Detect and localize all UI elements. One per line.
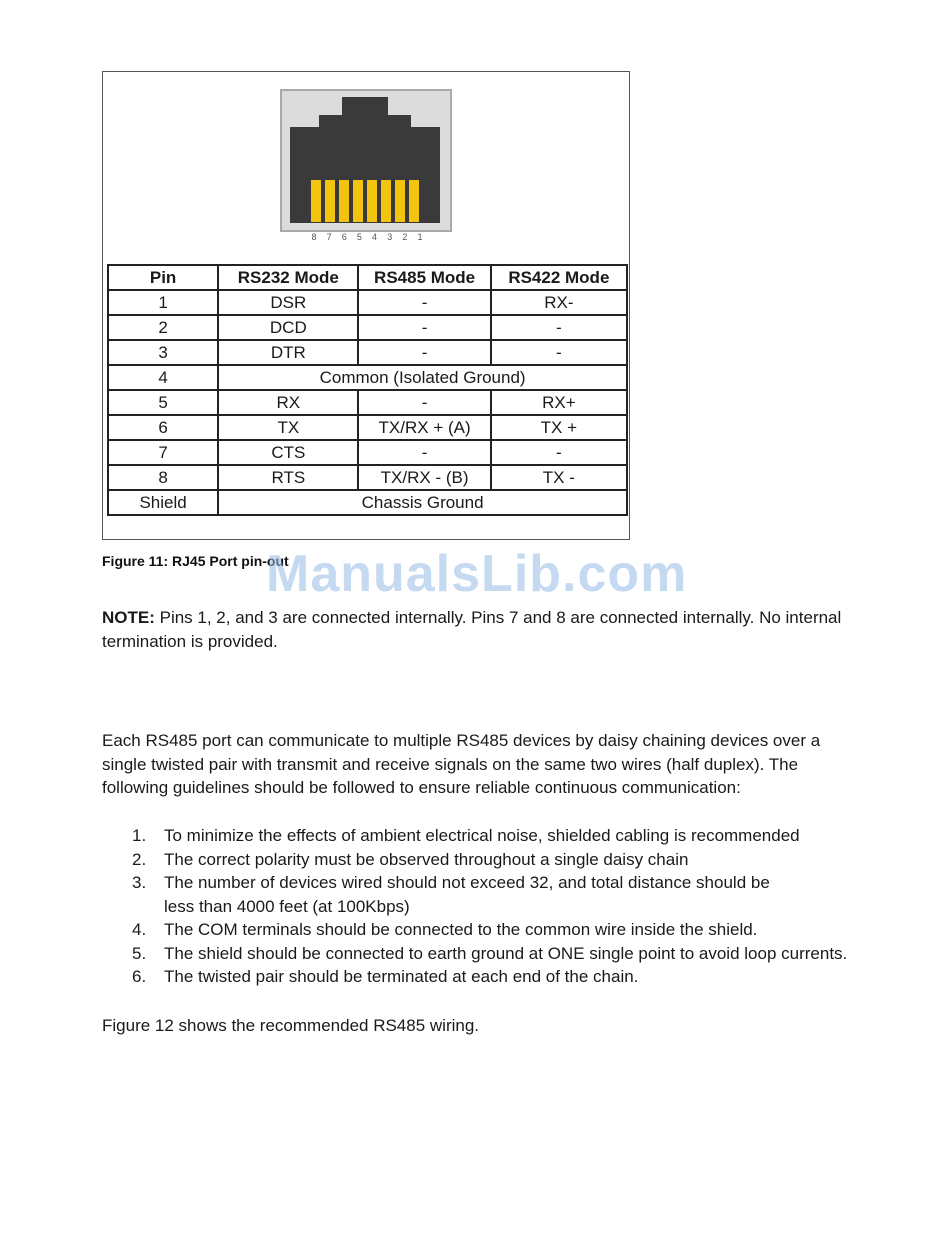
rj45-connector-icon xyxy=(280,89,452,232)
table-cell: DTR xyxy=(218,340,358,365)
table-cell: - xyxy=(358,340,490,365)
watermark: ManualsLib.com xyxy=(266,545,688,603)
note-label: NOTE: xyxy=(102,608,155,627)
list-text: The number of devices wired should not exceed 32, and total distance should be less than 4000 feet (at 100Kbps) xyxy=(164,873,770,916)
list-item xyxy=(102,918,862,942)
table-row xyxy=(108,440,627,465)
table-cell: RX+ xyxy=(491,390,627,415)
list-number: 1. xyxy=(132,826,147,845)
list-item xyxy=(102,965,862,989)
table-row xyxy=(108,315,627,340)
list-number: 4. xyxy=(132,920,147,939)
pin-number: 5 xyxy=(356,232,362,242)
table-row xyxy=(108,290,627,315)
list-item xyxy=(102,824,862,848)
table-cell: - xyxy=(358,290,490,315)
table-cell: - xyxy=(358,440,490,465)
guidelines-list xyxy=(102,824,862,989)
list-text: The correct polarity must be observed throughout a single daisy chain xyxy=(164,849,689,869)
table-cell: TX + xyxy=(491,415,627,440)
table-cell: 7 xyxy=(108,440,218,465)
pin-number: 4 xyxy=(372,232,378,242)
list-number: 2. xyxy=(132,849,147,869)
table-row xyxy=(108,465,627,490)
table-row xyxy=(108,340,627,365)
pin-number: 7 xyxy=(326,232,332,242)
list-text: The twisted pair should be terminated at each end of the chain. xyxy=(164,967,639,986)
table-cell: CTS xyxy=(218,440,358,465)
list-item xyxy=(102,871,862,918)
table-cell: TX/RX + (A) xyxy=(358,415,490,440)
list-number: 3. xyxy=(132,873,147,892)
table-cell: 3 xyxy=(108,340,218,365)
pin-number: 3 xyxy=(387,232,393,242)
list-text: The shield should be connected to earth ground at ONE single point to avoid loop currents. xyxy=(164,943,848,963)
table-cell: - xyxy=(491,340,627,365)
header-cell: RS232 Mode xyxy=(218,265,358,290)
table-cell: 6 xyxy=(108,415,218,440)
pin-number: 2 xyxy=(402,232,408,242)
table-cell: TX/RX - (B) xyxy=(358,465,490,490)
note-paragraph xyxy=(102,606,852,653)
pin-number-labels xyxy=(308,232,426,242)
table-cell: 2 xyxy=(108,315,218,340)
table-cell-merged: Common (Isolated Ground) xyxy=(218,365,627,390)
pin-number: 6 xyxy=(341,232,347,242)
header-cell: RS485 Mode xyxy=(358,265,490,290)
table-cell-merged: Chassis Ground xyxy=(218,490,627,515)
table-cell: RTS xyxy=(218,465,358,490)
list-number: 6. xyxy=(132,967,147,986)
table-cell: Shield xyxy=(108,490,218,515)
table-cell: DCD xyxy=(218,315,358,340)
figure-caption: Figure 11: RJ45 Port pin-out xyxy=(102,553,289,569)
note-text: Pins 1, 2, and 3 are connected internally. Pins 7 and 8 are connected internally. No internal termination is provided. xyxy=(102,608,842,651)
table-row xyxy=(108,365,627,390)
table-cell: - xyxy=(358,390,490,415)
table-cell: TX xyxy=(218,415,358,440)
table-cell: 8 xyxy=(108,465,218,490)
table-cell: RX xyxy=(218,390,358,415)
table-cell: 1 xyxy=(108,290,218,315)
table-cell: - xyxy=(491,315,627,340)
pinout-table xyxy=(107,264,628,516)
table-row xyxy=(108,490,627,515)
table-row xyxy=(108,415,627,440)
table-cell: 4 xyxy=(108,365,218,390)
list-item xyxy=(102,942,862,966)
rj45-figure xyxy=(102,71,630,540)
list-number: 5. xyxy=(132,943,147,963)
pin-number: 8 xyxy=(311,232,317,242)
table-header-row xyxy=(108,265,627,290)
table-cell: - xyxy=(358,315,490,340)
table-cell: - xyxy=(491,440,627,465)
table-cell: 5 xyxy=(108,390,218,415)
pin-number: 1 xyxy=(417,232,423,242)
footer-paragraph: Figure 12 shows the recommended RS485 wiring. xyxy=(102,1016,480,1035)
intro-paragraph: Each RS485 port can communicate to multiple RS485 devices by daisy chaining devices over a single twisted pair with transmit and receive signals on the same two wires (half duplex). The following guidelines should be followed to ensure reliable continuous communication: xyxy=(102,731,821,797)
table-cell: DSR xyxy=(218,290,358,315)
table-row xyxy=(108,390,627,415)
table-cell: TX - xyxy=(491,465,627,490)
header-cell: RS422 Mode xyxy=(491,265,627,290)
table-cell: RX- xyxy=(491,290,627,315)
list-text: To minimize the effects of ambient electrical noise, shielded cabling is recommended xyxy=(164,826,800,845)
list-item xyxy=(102,848,862,872)
list-text: The COM terminals should be connected to the common wire inside the shield. xyxy=(164,920,758,939)
header-cell: Pin xyxy=(108,265,218,290)
